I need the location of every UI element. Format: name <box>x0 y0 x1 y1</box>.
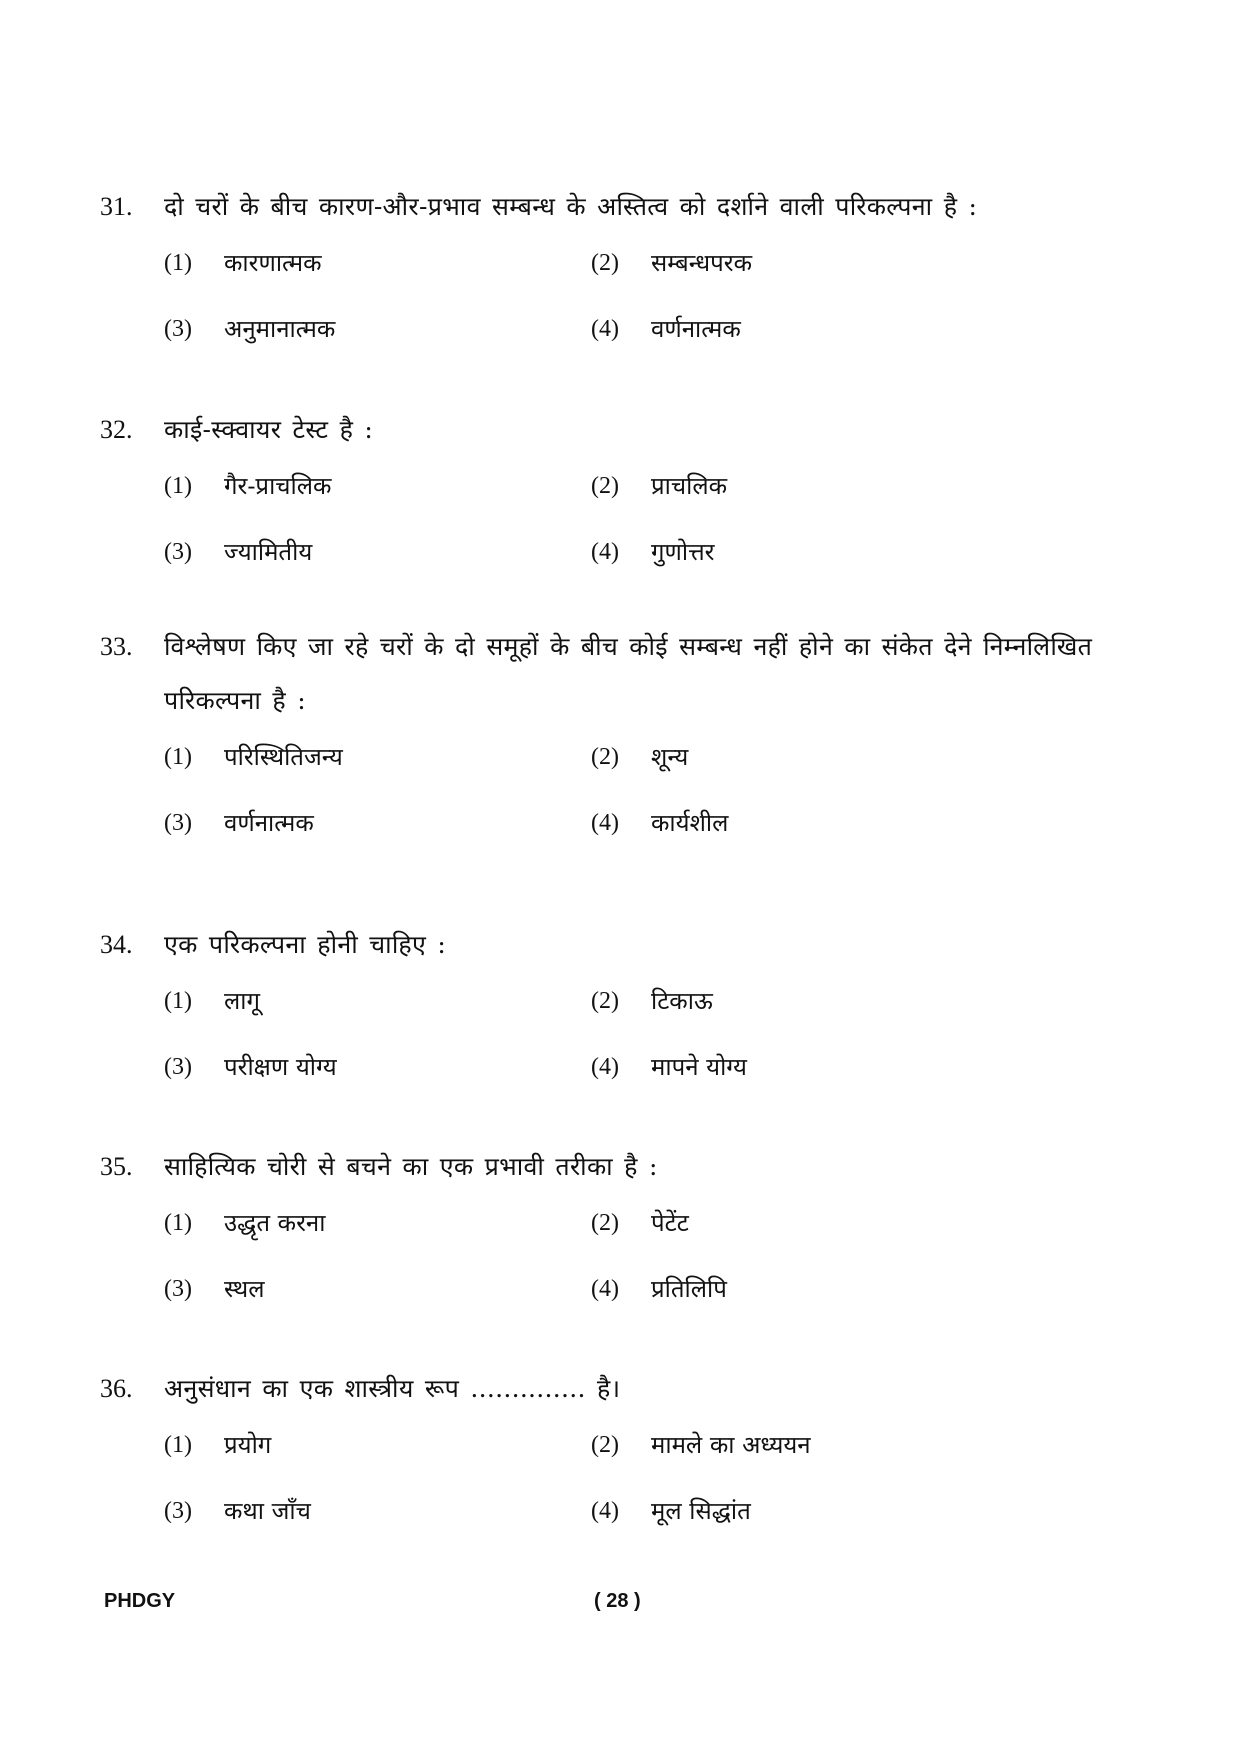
page-number: ( 28 ) <box>594 1590 641 1612</box>
option-number: (4) <box>591 1498 619 1524</box>
option-number: (2) <box>591 473 619 499</box>
option-text: परिस्थितिजन्य <box>224 743 343 771</box>
question-33 <box>100 620 1140 874</box>
option-3 <box>164 537 312 567</box>
options-grid <box>100 1208 1140 1340</box>
option-text: मूल सिद्धांत <box>651 1497 751 1525</box>
option-number: (1) <box>164 1432 192 1458</box>
option-number: (4) <box>591 1054 619 1080</box>
option-number: (1) <box>164 988 192 1014</box>
question-35 <box>100 1140 1140 1340</box>
option-number: (4) <box>591 1276 619 1302</box>
option-4 <box>591 1052 747 1082</box>
option-text: सम्बन्धपरक <box>651 249 753 277</box>
option-number: (3) <box>164 810 192 836</box>
option-3 <box>164 1496 311 1526</box>
option-number: (1) <box>164 473 192 499</box>
options-grid <box>100 986 1140 1118</box>
question-text: काई-स्क्वायर टेस्ट है : <box>164 415 374 444</box>
options-grid <box>100 742 1140 874</box>
option-1 <box>164 1208 325 1238</box>
option-number: (4) <box>591 539 619 565</box>
question-stem <box>100 1362 1140 1416</box>
option-4 <box>591 808 728 838</box>
option-number: (1) <box>164 744 192 770</box>
option-number: (4) <box>591 810 619 836</box>
option-number: (2) <box>591 988 619 1014</box>
option-text: प्राचलिक <box>651 472 728 500</box>
option-text: गैर-प्राचलिक <box>224 472 332 500</box>
option-1 <box>164 986 260 1016</box>
question-31 <box>100 180 1140 380</box>
question-text: अनुसंधान का एक शास्त्रीय रूप .............. है। <box>164 1374 621 1403</box>
option-text: वर्णनात्मक <box>651 315 741 343</box>
question-text: दो चरों के बीच कारण-और-प्रभाव सम्बन्ध के अस्तित्व को दर्शाने वाली परिकल्पना है : <box>164 192 978 221</box>
question-stem <box>100 403 1140 457</box>
option-number: (3) <box>164 539 192 565</box>
option-text: मापने योग्य <box>651 1053 747 1081</box>
question-34 <box>100 918 1140 1118</box>
option-3 <box>164 808 314 838</box>
option-2 <box>591 1430 811 1460</box>
option-number: (3) <box>164 1498 192 1524</box>
option-text: कार्यशील <box>651 809 729 837</box>
option-text: अनुमानात्मक <box>224 315 336 343</box>
question-number: 35. <box>100 1152 133 1181</box>
option-number: (2) <box>591 250 619 276</box>
option-number: (2) <box>591 1432 619 1458</box>
question-number: 32. <box>100 415 133 444</box>
option-1 <box>164 742 343 772</box>
option-number: (3) <box>164 1054 192 1080</box>
option-text: परीक्षण योग्य <box>224 1053 337 1081</box>
question-stem <box>100 918 1140 972</box>
question-stem <box>100 1140 1140 1194</box>
question-36 <box>100 1362 1140 1562</box>
option-number: (1) <box>164 250 192 276</box>
option-text: उद्धृत करना <box>224 1209 326 1237</box>
question-number: 36. <box>100 1374 133 1403</box>
question-stem <box>100 620 1140 728</box>
option-4 <box>591 1496 751 1526</box>
option-text: शून्य <box>651 743 689 771</box>
options-grid <box>100 1430 1140 1562</box>
option-1 <box>164 248 322 278</box>
option-number: (2) <box>591 744 619 770</box>
option-text: पेटेंट <box>651 1209 689 1237</box>
option-3 <box>164 314 335 344</box>
question-32 <box>100 403 1140 603</box>
question-text: विश्लेषण किए जा रहे चरों के दो समूहों के बीच कोई सम्बन्ध नहीं होने का संकेत देने निम्नलिखित परिकल्पना है : <box>164 632 1093 715</box>
option-number: (2) <box>591 1210 619 1236</box>
option-2 <box>591 742 688 772</box>
option-number: (3) <box>164 316 192 342</box>
option-text: कारणात्मक <box>224 249 322 277</box>
option-2 <box>591 1208 689 1238</box>
option-4 <box>591 537 714 567</box>
option-text: मामले का अध्ययन <box>651 1431 811 1459</box>
question-number: 31. <box>100 192 133 221</box>
option-2 <box>591 248 752 278</box>
question-text: एक परिकल्पना होनी चाहिए : <box>164 930 447 959</box>
question-number: 33. <box>100 632 133 661</box>
option-1 <box>164 471 331 501</box>
option-4 <box>591 314 741 344</box>
question-text: साहित्यिक चोरी से बचने का एक प्रभावी तरीका है : <box>164 1152 658 1181</box>
option-1 <box>164 1430 271 1460</box>
option-4 <box>591 1274 727 1304</box>
paper-code: PHDGY <box>104 1590 176 1612</box>
option-2 <box>591 986 713 1016</box>
option-text: कथा जाँच <box>224 1497 311 1525</box>
option-3 <box>164 1052 337 1082</box>
option-text: वर्णनात्मक <box>224 809 314 837</box>
option-text: स्थल <box>224 1275 265 1303</box>
option-text: प्रतिलिपि <box>651 1275 727 1303</box>
option-text: लागू <box>224 987 260 1015</box>
option-text: ज्यामितीय <box>224 538 313 566</box>
options-grid <box>100 248 1140 380</box>
option-text: टिकाऊ <box>651 987 713 1015</box>
option-number: (3) <box>164 1276 192 1302</box>
option-number: (4) <box>591 316 619 342</box>
question-number: 34. <box>100 930 133 959</box>
option-number: (1) <box>164 1210 192 1236</box>
option-text: गुणोत्तर <box>651 538 715 566</box>
option-3 <box>164 1274 264 1304</box>
options-grid <box>100 471 1140 603</box>
option-text: प्रयोग <box>224 1431 272 1459</box>
question-stem <box>100 180 1140 234</box>
option-2 <box>591 471 727 501</box>
